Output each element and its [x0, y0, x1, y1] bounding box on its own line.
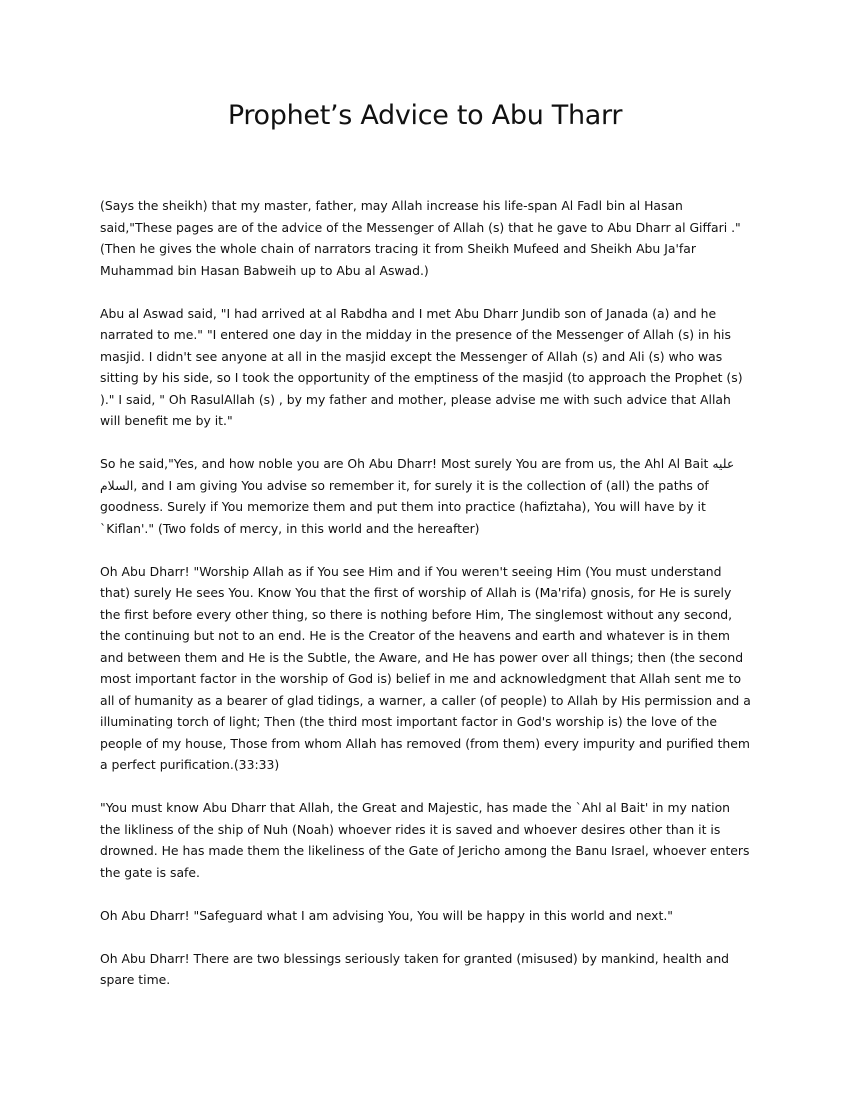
paragraph-4: Oh Abu Dharr! "Worship Allah as if You see Him and if You weren't seeing Him (You must understand that) surely He sees You. Know You that the first of worship of Allah is (Ma'rifa) gnosis, for He is surely the first before every other thing, so there is nothing before Him, The singlemost without any second, the continuing but not to an end. He is the Creator of the heavens and earth and whatever is in them and between them and He is the Subtle, the Aware, and He has power over all things; then (the second most important factor in the worship of God is) belief in me and acknowledgment that Allah sent me to all of humanity as a bearer of glad tidings, a warner, a caller (of people) to Allah by His permission and a illuminating torch of light; Then (the third most important factor in God's worship is) the love of the people of my house, Those from whom Allah has removed (from them) every impurity and purified them a perfect purification.(33:33): [100, 563, 751, 772]
paragraph-5: "You must know Abu Dharr that Allah, the Great and Majestic, has made the `Ahl al Bait' in my nation the likliness of the ship of Nuh (Noah) whoever rides it is saved and whoever desires other than it is drowned. He has made them the likeliness of the Gate of Jericho among the Banu Israel, whoever enters the gate is safe.: [100, 800, 750, 880]
paragraph-1: (Says the sheikh) that my master, father, may Allah increase his life-span Al Fadl bin al Hasan said,"These pages are of the advice of the Messenger of Allah (s) that he gave to Abu Dharr al Giffari ." (Then he gives the whole chain of narrators tracing it from Sheikh Mufeed and Sheikh Abu Ja'far Muhammad bin Hasan Babweih up to Abu al Aswad.): [100, 198, 741, 278]
paragraph-3: So he said,"Yes, and how noble you are Oh Abu Dharr! Most surely You are from us, the Ahl Al Bait عليه السلام, and I am giving You advise so remember it, for surely it is the collection of (all) the paths of goodness. Surely if You memorize them and put them into practice (hafiztaha), You will have by it `Kiflan'." (Two folds of mercy, in this world and the hereafter): [100, 456, 735, 536]
paragraph-2: Abu al Aswad said, "I had arrived at al Rabdha and I met Abu Dharr Jundib son of Janada (a) and he narrated to me." "I entered one day in the midday in the presence of the Messenger of Allah (s) in his masjid. I didn't see anyone at all in the masjid except the Messenger of Allah (s) and Ali (s) who was sitting by his side, so I took the opportunity of the emptiness of the masjid (to approach the Prophet (s) )." I said, " Oh RasulAllah (s) , by my father and mother, please advise me with such advice that Allah will benefit me by it.": [100, 305, 743, 428]
document-title: Prophet’s Advice to Abu Tharr: [227, 100, 623, 131]
paragraph-6: Oh Abu Dharr! "Safeguard what I am advising You, You will be happy in this world and next.": [100, 907, 674, 923]
paragraph-7: Oh Abu Dharr! There are two blessings seriously taken for granted (misused) by mankind, health and spare time.: [100, 950, 730, 987]
document-body: [100, 195, 752, 1012]
